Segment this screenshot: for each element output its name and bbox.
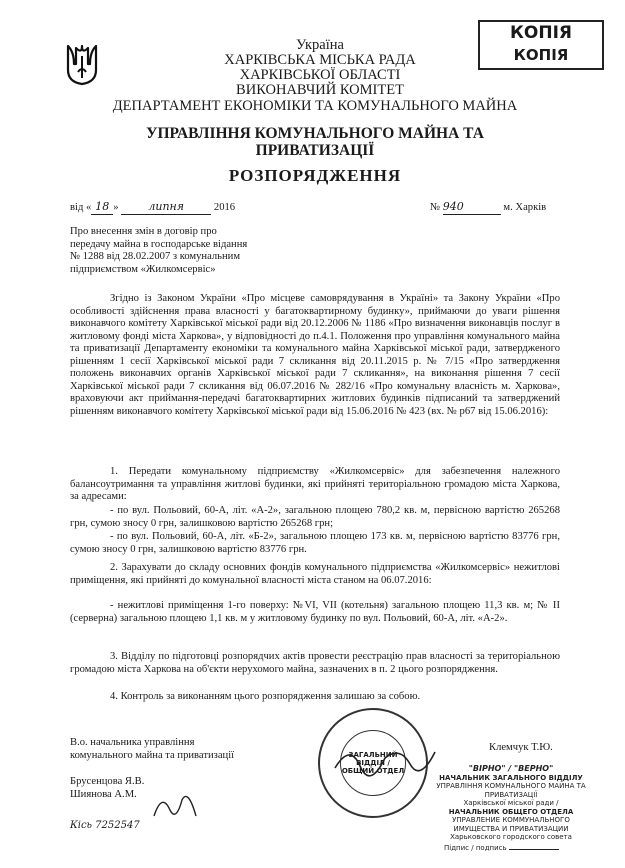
- header-committee: ВИКОНАВЧИЙ КОМІТЕТ: [236, 82, 404, 98]
- item-2a: - нежитлові приміщення 1-го поверху: №VI, VII (котельня) загальною площею 11,3 кв. м; № II (серверна) загальною площею 1,1 кв. м у житловому будинку по вул. Польовий, 60-А, літ. «А-2».: [70, 600, 560, 624]
- item-1: 1. Передати комунальному підприємству «Жилкомсервіс» для забезпечення належного балансоутримання та управління житлові будинки, які прийняті територіальною громадою міста Харкова, за адресами:: [70, 466, 560, 502]
- subject-line: Про внесення змін в договір про: [70, 226, 217, 237]
- header-council: ХАРКІВСЬКА МІСЬКА РАДА: [224, 52, 416, 68]
- date-mid: »: [113, 202, 119, 213]
- round-seal-center: ЗАГАЛЬНИЙ ВІДДІЛ / ОБЩИЙ ОТДЕЛ: [340, 730, 406, 796]
- signature-title-line1: В.о. начальника управління: [70, 737, 195, 748]
- document-number: 940: [443, 201, 501, 215]
- signatory-name: Клемчук Т.Ю.: [489, 742, 553, 753]
- date-day: 18: [91, 201, 113, 215]
- preamble: Згідно із Законом України «Про місцеве самоврядування в Україні» та Закону України «Про особливості здійснення права власності у багатоквартирному будинку», приймаючи до уваги рішення виконавчого комітету Харківської міської ради від 20.12.2006 № 1186 «Про визначення виконавців послуг в житловому фонді міста Харкова», у відповідності до п.4.1. Положення про управління комунального майна та приватизації Департаменту економіки та комунального майна Харківської міської ради, затвердженого рішенням 1 сесії Харківської міської ради 7 скликання від 20.11.2015 р. № 7/15 «Про затвердження положень виконавчих органів Харківської міської ради 7 скликання», на виконання рішення 7 сесії Харківської міської ради 7 скликання від 06.07.2016 № 282/16 «Про комунальну власність м. Харкова», враховуючи акт приймання-передачі багатоквартирних житлових будинків підписаний та затверджений рішенням виконавчого комітету Харківської міської ради від 15.06.2016 № 423 (вх. № р67 від 15.06.2016):: [70, 293, 560, 417]
- number-line: [430, 201, 600, 215]
- cert-line5: НАЧАЛЬНИК ОБЩЕГО ОТДЕЛА: [448, 807, 574, 816]
- executor-name: Брусенцова Я.В.: [70, 776, 145, 787]
- cert-line3: УПРАВЛІННЯ КОМУНАЛЬНОГО МАЙНА ТА ПРИВАТИЗАЦІЇ: [436, 782, 586, 799]
- subject-block: [70, 226, 330, 276]
- cert-line2: НАЧАЛЬНИК ЗАГАЛЬНОГО ВІДДІЛУ: [439, 773, 583, 782]
- cert-line7: Харьковского городского совета: [450, 833, 572, 841]
- cert-line1: "ВІРНО" / "ВЕРНО": [468, 764, 554, 773]
- number-label: №: [430, 202, 441, 213]
- copy-stamp-line2: КОПІЯ: [513, 46, 569, 64]
- header-administration-line1: УПРАВЛІННЯ КОМУНАЛЬНОГО МАЙНА ТА: [146, 125, 484, 142]
- subject-line: передачу майна в господарське відання: [70, 238, 248, 250]
- subject-line: № 1288 від 28.02.2007 з комунальним: [70, 251, 241, 262]
- subject-line: підприємством «Жилкомсервіс»: [70, 263, 216, 275]
- date-line: [70, 201, 300, 215]
- cert-line6: УПРАВЛЕНИЕ КОММУНАЛЬНОГО ИМУЩЕСТВА И ПРИВАТИЗАЦИИ: [452, 816, 570, 833]
- signature-icon: [330, 738, 440, 778]
- header-administration-line2: ПРИВАТИЗАЦІЇ: [255, 142, 375, 159]
- item-3: 3. Відділу по підготовці розпорядчих актів провести реєстрацію прав власності за територіальною громадою міста Харкова на об'єкти нерухомого майна, зазначених в п. 2 цього розпорядження.: [70, 651, 560, 675]
- date-year: 2016: [213, 202, 236, 213]
- signature-block: [70, 737, 330, 762]
- executor-name: Шиянова А.М.: [70, 788, 137, 800]
- header-department: ДЕПАРТАМЕНТ ЕКОНОМІКИ ТА КОМУНАЛЬНОГО МАЙНА: [112, 98, 518, 114]
- item-1a: - по вул. Польовий, 60-А, літ. «А-2», загальною площею 780,2 кв. м, первісною вартістю 265268 грн, сумою зносу 0 грн, залишковою вартістю 265268 грн;: [70, 505, 560, 529]
- header-region: ХАРКІВСЬКОЇ ОБЛАСТІ: [239, 67, 401, 83]
- cert-sign-label: Підпис / подпись: [444, 843, 507, 852]
- document-type: РОЗПОРЯДЖЕННЯ: [228, 166, 402, 185]
- item-2: 2. Зарахувати до складу основних фондів комунального підприємства «Жилкомсервіс» нежитлові приміщення, які прийняті до комунальної власності міста станом на 06.07.2016:: [70, 562, 560, 586]
- date-month: липня: [121, 201, 211, 215]
- signature-title-line2: комунального майна та приватизації: [70, 749, 235, 761]
- copy-stamp-line1: КОПІЯ: [510, 23, 572, 43]
- city: м. Харків: [503, 202, 547, 213]
- cert-line4: Харківської міської ради /: [463, 799, 559, 807]
- item-4: 4. Контроль за виконанням цього розпорядження залишаю за собою.: [110, 691, 421, 702]
- coat-of-arms-icon: [64, 42, 100, 86]
- header-country: Україна: [296, 37, 344, 53]
- certification-stamp: [432, 764, 590, 852]
- footer-code: Кісь 7252547: [70, 820, 140, 831]
- item-1b: - по вул. Польовий, 60-А, літ. «Б-2», загальною площею 173 кв. м, первісною вартістю 83776 грн, сумою зносу 0 грн, залишковою вартістю 83776 грн.: [70, 531, 560, 555]
- date-prefix: від «: [70, 202, 92, 213]
